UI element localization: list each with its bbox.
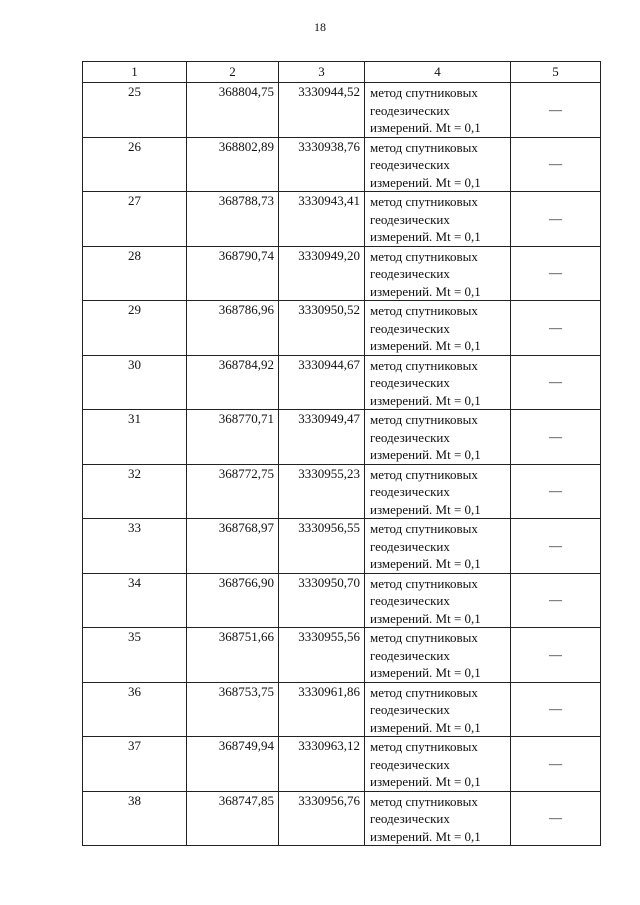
point-number-cell: 33 <box>83 519 187 574</box>
method-line-2: геодезических <box>370 429 450 445</box>
point-number-cell: 37 <box>83 737 187 792</box>
note-cell: — <box>511 192 601 247</box>
table-row <box>83 464 601 519</box>
method-line-2: геодезических <box>370 756 450 772</box>
table-row <box>83 410 601 465</box>
note-cell: — <box>511 355 601 410</box>
point-number-cell: 32 <box>83 464 187 519</box>
method-line-2: геодезических <box>370 102 450 118</box>
method-line-3: измерений. Mt = 0,1 <box>370 120 481 135</box>
method-line-1: метод спутниковых <box>370 684 478 700</box>
x-coordinate-cell: 368804,75 <box>187 83 279 138</box>
note-cell: — <box>511 246 601 301</box>
y-coordinate-cell: 3330956,76 <box>279 791 365 846</box>
x-coordinate-cell: 368751,66 <box>187 628 279 683</box>
method-cell <box>365 737 511 792</box>
method-line-1: метод спутниковых <box>370 466 478 482</box>
header-cell-5: 5 <box>511 62 601 83</box>
method-line-2: геодезических <box>370 593 450 608</box>
note-cell: — <box>511 410 601 465</box>
y-coordinate-cell: 3330955,23 <box>279 464 365 519</box>
point-number-cell: 38 <box>83 791 187 846</box>
method-line-2: геодезических <box>370 702 450 717</box>
x-coordinate-cell: 368802,89 <box>187 137 279 192</box>
method-line-2: геодезических <box>370 538 450 554</box>
header-cell-1: 1 <box>83 62 187 83</box>
table-row <box>83 83 601 138</box>
note-cell: — <box>511 83 601 138</box>
method-cell <box>365 301 511 356</box>
point-number-cell: 31 <box>83 410 187 465</box>
method-line-3: измерений. Mt = 0,1 <box>370 719 481 735</box>
method-line-1: метод спутниковых <box>370 739 478 754</box>
method-line-2: геодезических <box>370 811 450 826</box>
point-number-cell: 25 <box>83 83 187 138</box>
coordinates-table <box>82 61 601 846</box>
method-line-1: метод спутниковых <box>370 521 478 536</box>
table-row <box>83 301 601 356</box>
method-cell <box>365 682 511 737</box>
table-row <box>83 355 601 410</box>
table-row <box>83 137 601 192</box>
method-line-3: измерений. Mt = 0,1 <box>370 392 481 408</box>
method-line-3: измерений. Mt = 0,1 <box>370 556 481 571</box>
header-cell-4: 4 <box>365 62 511 83</box>
table-row <box>83 246 601 301</box>
note-cell: — <box>511 519 601 574</box>
note-cell: — <box>511 464 601 519</box>
point-number-cell: 30 <box>83 355 187 410</box>
method-cell <box>365 137 511 192</box>
point-number-cell: 34 <box>83 573 187 628</box>
method-line-1: метод спутниковых <box>370 357 478 373</box>
y-coordinate-cell: 3330944,67 <box>279 355 365 410</box>
x-coordinate-cell: 368790,74 <box>187 246 279 301</box>
method-line-2: геодезических <box>370 157 450 172</box>
point-number-cell: 27 <box>83 192 187 247</box>
method-line-3: измерений. Mt = 0,1 <box>370 828 481 844</box>
method-line-1: метод спутниковых <box>370 630 478 645</box>
note-cell: — <box>511 682 601 737</box>
x-coordinate-cell: 368747,85 <box>187 791 279 846</box>
y-coordinate-cell: 3330949,47 <box>279 410 365 465</box>
x-coordinate-cell: 368786,96 <box>187 301 279 356</box>
method-line-1: метод спутниковых <box>370 248 478 264</box>
method-line-2: геодезических <box>370 266 450 281</box>
table-body <box>83 83 601 846</box>
table-row <box>83 791 601 846</box>
method-line-1: метод спутниковых <box>370 139 478 155</box>
method-cell <box>365 246 511 301</box>
y-coordinate-cell: 3330943,41 <box>279 192 365 247</box>
table-row <box>83 573 601 628</box>
note-cell: — <box>511 628 601 683</box>
header-row <box>83 62 601 83</box>
x-coordinate-cell: 368753,75 <box>187 682 279 737</box>
method-cell <box>365 410 511 465</box>
x-coordinate-cell: 368772,75 <box>187 464 279 519</box>
method-line-2: геодезических <box>370 647 450 663</box>
method-cell <box>365 464 511 519</box>
point-number-cell: 29 <box>83 301 187 356</box>
method-line-2: геодезических <box>370 320 450 336</box>
x-coordinate-cell: 368766,90 <box>187 573 279 628</box>
y-coordinate-cell: 3330950,70 <box>279 573 365 628</box>
header-cell-3: 3 <box>279 62 365 83</box>
method-cell <box>365 83 511 138</box>
method-line-3: измерений. Mt = 0,1 <box>370 283 481 299</box>
method-line-1: метод спутниковых <box>370 194 478 209</box>
method-line-2: геодезических <box>370 484 450 499</box>
method-line-3: измерений. Mt = 0,1 <box>370 229 481 244</box>
point-number-cell: 35 <box>83 628 187 683</box>
x-coordinate-cell: 368768,97 <box>187 519 279 574</box>
x-coordinate-cell: 368784,92 <box>187 355 279 410</box>
y-coordinate-cell: 3330955,56 <box>279 628 365 683</box>
point-number-cell: 26 <box>83 137 187 192</box>
method-line-3: измерений. Mt = 0,1 <box>370 610 481 626</box>
method-line-1: метод спутниковых <box>370 575 478 591</box>
note-cell: — <box>511 137 601 192</box>
method-line-3: измерений. Mt = 0,1 <box>370 774 481 789</box>
method-line-3: измерений. Mt = 0,1 <box>370 174 481 190</box>
y-coordinate-cell: 3330949,20 <box>279 246 365 301</box>
method-line-1: метод спутниковых <box>370 793 478 809</box>
method-cell <box>365 355 511 410</box>
method-line-1: метод спутниковых <box>370 85 478 100</box>
note-cell: — <box>511 791 601 846</box>
y-coordinate-cell: 3330944,52 <box>279 83 365 138</box>
method-line-3: измерений. Mt = 0,1 <box>370 338 481 353</box>
y-coordinate-cell: 3330961,86 <box>279 682 365 737</box>
x-coordinate-cell: 368770,71 <box>187 410 279 465</box>
method-cell <box>365 791 511 846</box>
method-cell <box>365 519 511 574</box>
y-coordinate-cell: 3330938,76 <box>279 137 365 192</box>
method-line-1: метод спутниковых <box>370 412 478 427</box>
method-cell <box>365 192 511 247</box>
table-row <box>83 192 601 247</box>
y-coordinate-cell: 3330950,52 <box>279 301 365 356</box>
table-row <box>83 628 601 683</box>
y-coordinate-cell: 3330963,12 <box>279 737 365 792</box>
method-line-3: измерений. Mt = 0,1 <box>370 447 481 462</box>
table-row <box>83 737 601 792</box>
point-number-cell: 28 <box>83 246 187 301</box>
note-cell: — <box>511 573 601 628</box>
note-cell: — <box>511 737 601 792</box>
x-coordinate-cell: 368749,94 <box>187 737 279 792</box>
table-row <box>83 519 601 574</box>
header-cell-2: 2 <box>187 62 279 83</box>
method-line-3: измерений. Mt = 0,1 <box>370 665 481 680</box>
point-number-cell: 36 <box>83 682 187 737</box>
x-coordinate-cell: 368788,73 <box>187 192 279 247</box>
method-cell <box>365 573 511 628</box>
method-line-2: геодезических <box>370 375 450 390</box>
table-row <box>83 682 601 737</box>
method-line-1: метод спутниковых <box>370 303 478 318</box>
method-cell <box>365 628 511 683</box>
method-line-3: измерений. Mt = 0,1 <box>370 501 481 517</box>
page-number: 18 <box>314 20 326 34</box>
y-coordinate-cell: 3330956,55 <box>279 519 365 574</box>
note-cell: — <box>511 301 601 356</box>
method-line-2: геодезических <box>370 211 450 227</box>
